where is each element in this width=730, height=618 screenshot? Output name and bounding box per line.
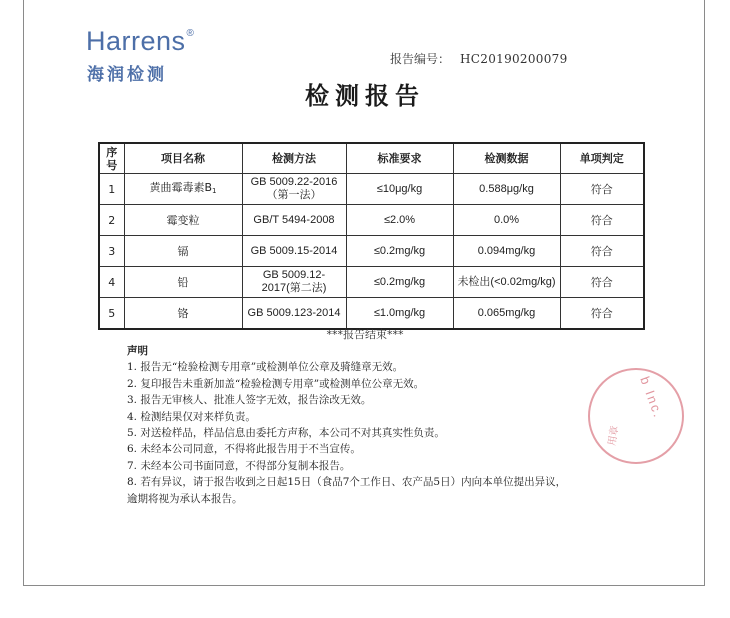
report-number-label: 报告编号： [390,52,451,66]
col-header-no: 序号 [99,143,124,174]
report-title: 检测报告 [305,82,425,110]
table-row [99,205,644,236]
cell-result: 符合 [560,236,644,267]
cell-no: 2 [99,205,124,236]
cell-item: 铬 [124,298,242,330]
cell-result: 符合 [560,205,644,236]
statement-line: 2. 复印报告未重新加盖“检验检测专用章”或检测单位公章无效。 [127,377,425,390]
statement-line: 逾期将视为承认本报告。 [127,492,243,505]
cell-result: 符合 [560,298,644,330]
cell-item: 镉 [124,236,242,267]
cell-no: 3 [99,236,124,267]
cell-no: 5 [99,298,124,330]
report-number [390,50,568,67]
statement-line: 8. 若有异议，请于报告收到之日起15日（食品7个工作日、农产品5日）内向本单位提出异议， [127,476,567,489]
cell-method: GB 5009.22-2016（第一法） [242,174,346,205]
cell-result: 符合 [560,267,644,298]
cell-data: 0.094mg/kg [453,236,560,267]
statement-line: 5. 对送检样品，样品信息由委托方声称，本公司不对其真实性负责。 [127,427,445,440]
col-header-method: 检测方法 [242,143,346,174]
cell-item: 铅 [124,267,242,298]
cell-data: 0.065mg/kg [453,298,560,330]
cell-standard: ≤2.0% [346,205,453,236]
cell-method: GB/T 5494-2008 [242,205,346,236]
seal-text-latin: b Inc. [637,374,667,421]
statement-line: 4. 检测结果仅对来样负责。 [127,410,256,423]
cell-standard: ≤0.2mg/kg [346,236,453,267]
cell-standard: ≤10μg/kg [346,174,453,205]
cell-no: 4 [99,267,124,298]
cell-standard: ≤0.2mg/kg [346,267,453,298]
col-header-data: 检测数据 [453,143,560,174]
cell-no: 1 [99,174,124,205]
cell-result: 符合 [560,174,644,205]
col-header-result: 单项判定 [560,143,644,174]
cell-data: 未检出(<0.02mg/kg) [453,267,560,298]
results-table [98,142,645,330]
report-number-value: HC20190200079 [460,52,568,66]
cell-data: 0.0% [453,205,560,236]
cell-method: GB 5009.12-2017(第二法) [242,267,346,298]
cell-item: 黄曲霉毒素$B_1$ [124,174,242,205]
company-logo-cn: 海润检测 [87,65,167,85]
company-logo-en: Harrens® [86,26,195,56]
report-end-mark: ***报告结束*** [326,328,404,341]
cell-item: 霉变粒 [124,205,242,236]
statement-line: 7. 未经本公司书面同意，不得部分复制本报告。 [127,459,351,472]
company-seal-stamp [588,368,684,464]
col-header-standard: 标准要求 [346,143,453,174]
table-row [99,174,644,205]
cell-method: GB 5009.15-2014 [242,236,346,267]
statement-line: 3. 报告无审核人、批准人签字无效，报告涂改无效。 [127,394,372,407]
statement-line: 1. 报告无“检验检测专用章”或检测单位公章及骑缝章无效。 [127,361,404,374]
statement-line: 6. 未经本公司同意，不得将此报告用于不当宣传。 [127,443,361,456]
cell-method: GB 5009.123-2014 [242,298,346,330]
table-row [99,236,644,267]
table-row [99,267,644,298]
statement-heading: 声明 [127,345,148,357]
table-header-row [99,143,644,174]
seal-text-cn: 用章 [606,425,622,447]
cell-standard: ≤1.0mg/kg [346,298,453,330]
statement-section [127,343,637,507]
col-header-item: 项目名称 [124,143,242,174]
table-row [99,298,644,330]
cell-data: 0.588μg/kg [453,174,560,205]
